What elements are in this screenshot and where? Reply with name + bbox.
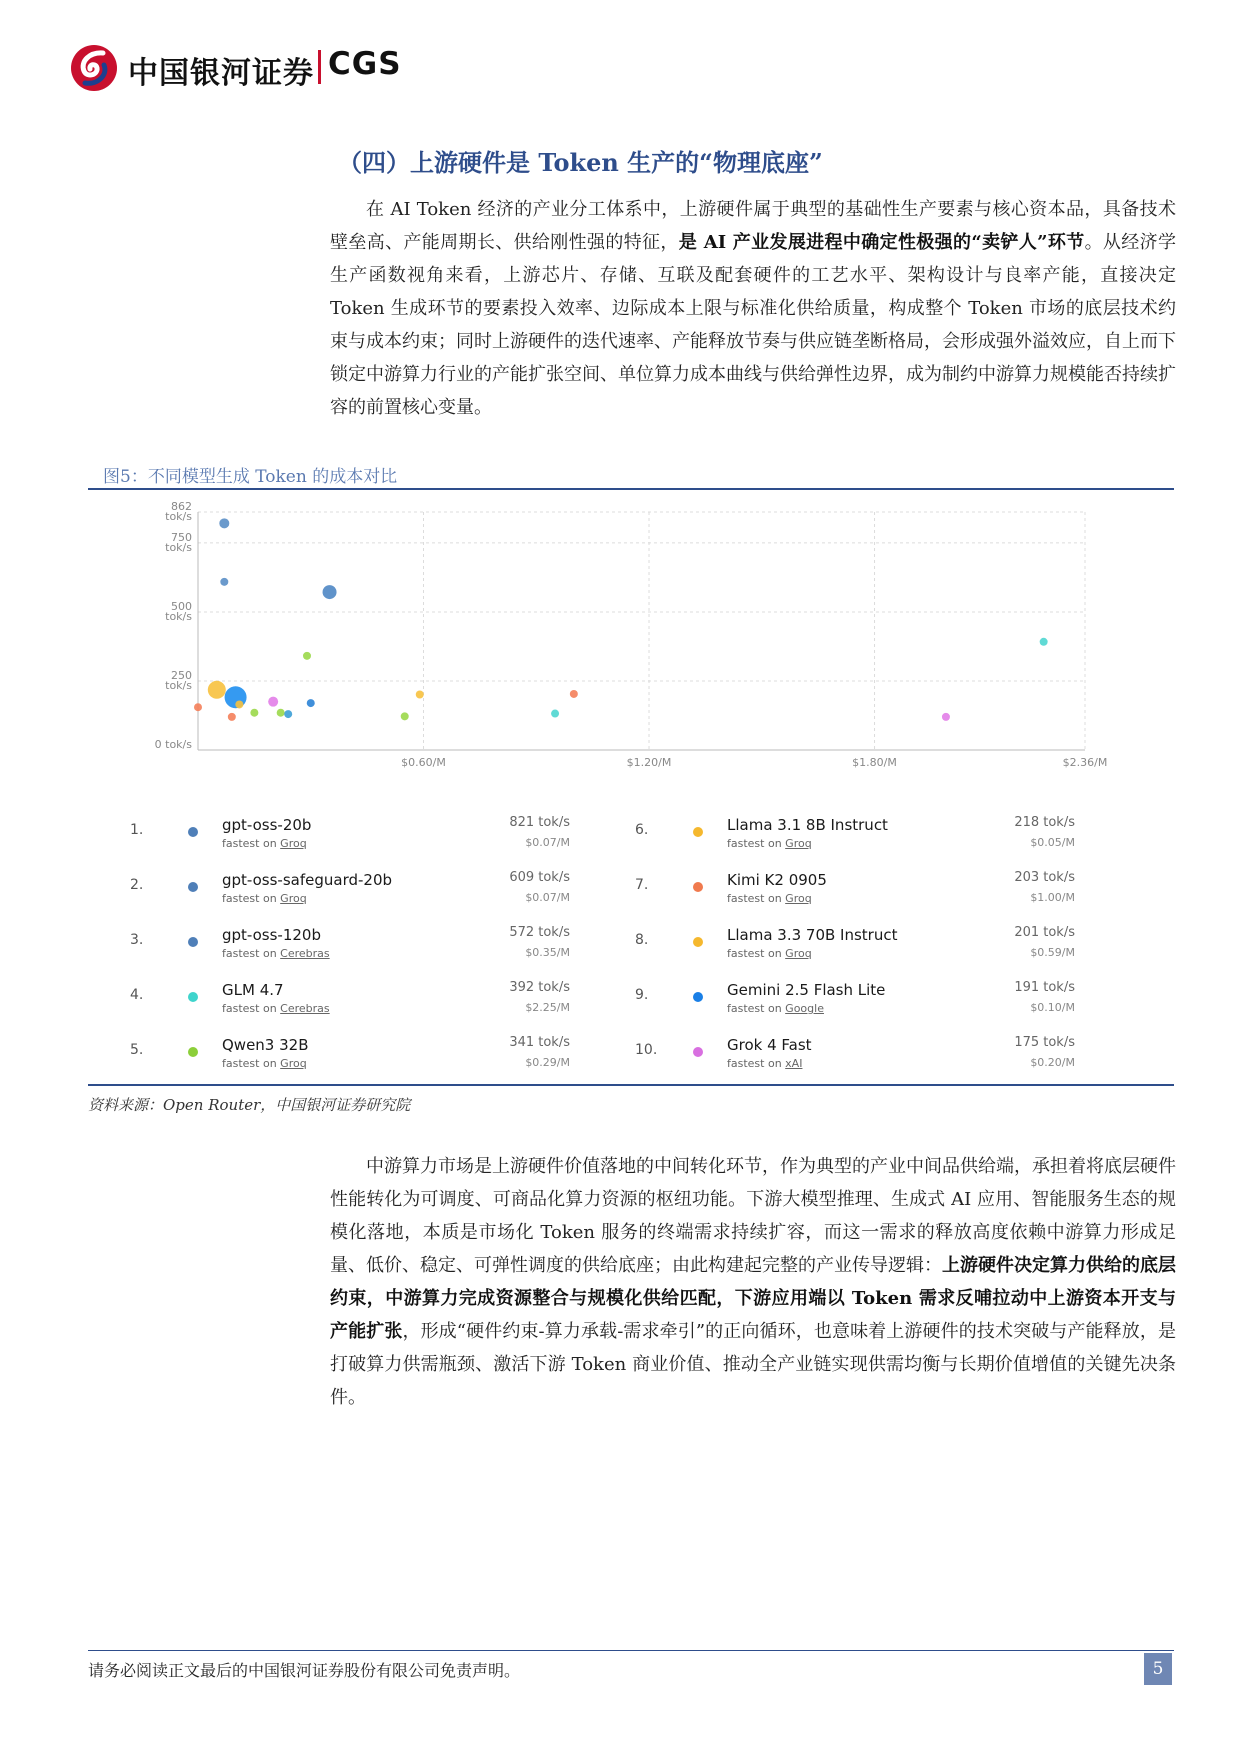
model-name: Llama 3.3 70B Instruct: [727, 926, 898, 944]
y-tick-label: 0 tok/s: [154, 738, 192, 751]
model-speed: 203 tok/s: [1014, 870, 1075, 885]
model-price: $0.35/M: [525, 946, 570, 959]
model-color-dot: [188, 937, 198, 947]
data-point: [570, 690, 578, 698]
model-row: [130, 867, 570, 907]
brand-separator: [318, 50, 321, 84]
y-tick-unit: tok/s: [165, 609, 192, 623]
x-tick-label: $1.20/M: [626, 756, 672, 769]
data-point: [1040, 638, 1048, 646]
data-point: [307, 699, 315, 707]
model-name: Kimi K2 0905: [727, 871, 827, 889]
model-speed: 392 tok/s: [509, 980, 570, 995]
model-price: $0.20/M: [1030, 1056, 1075, 1069]
data-point: [219, 518, 229, 528]
data-point: [194, 703, 202, 711]
y-tick-value: 250: [171, 668, 192, 682]
model-rank: 2.: [130, 877, 144, 893]
data-point: [250, 709, 258, 717]
model-price: $0.10/M: [1030, 1001, 1075, 1014]
y-tick-unit: tok/s: [165, 510, 192, 523]
model-color-dot: [693, 827, 703, 837]
model-row: [635, 1032, 1075, 1072]
model-color-dot: [693, 937, 703, 947]
fastest-prefix: fastest on: [222, 837, 281, 850]
model-fastest-provider: [727, 1057, 802, 1070]
y-tick-label: [165, 500, 192, 523]
model-ranking-list: [130, 812, 1090, 1082]
model-name: gpt-oss-20b: [222, 816, 312, 834]
data-point: [401, 712, 409, 720]
fastest-prefix: fastest on: [727, 1057, 786, 1070]
data-point: [416, 691, 424, 699]
data-point: [235, 700, 243, 708]
model-speed: 218 tok/s: [1014, 815, 1075, 830]
fastest-prefix: fastest on: [727, 947, 786, 960]
model-row: [130, 812, 570, 852]
cgs-logo-icon: [70, 44, 118, 92]
model-price: $0.07/M: [525, 836, 570, 849]
footer-disclaimer: 请务必阅读正文最后的中国银河证券股份有限公司免责声明。: [88, 1661, 521, 1680]
y-tick-unit: tok/s: [165, 678, 192, 692]
provider-link[interactable]: Cerebras: [280, 1002, 330, 1015]
model-fastest-provider: [222, 892, 307, 905]
para2-text-2: ，形成“硬件约束-算力承载-需求牵引”的正向循环，也意味着上游硬件的技术突破与产能释放，是打破算力供需瓶颈、激活下游 Token 商业价值、推动全产业链实现供需均衡与长期价值增值的关键先决条件。: [330, 1321, 1176, 1408]
model-speed: 191 tok/s: [1014, 980, 1075, 995]
data-point: [220, 578, 228, 586]
model-speed: 821 tok/s: [509, 815, 570, 830]
model-row: [130, 1032, 570, 1072]
fastest-prefix: fastest on: [727, 892, 786, 905]
body-paragraph-2: [330, 1150, 1176, 1414]
section-title: （四）上游硬件是 Token 生产的“物理底座”: [338, 148, 823, 177]
model-fastest-provider: [222, 947, 330, 960]
data-point: [277, 709, 285, 717]
x-tick-label: $2.36/M: [1062, 756, 1108, 769]
chart-grid: [198, 512, 1085, 750]
data-point: [268, 697, 278, 707]
fastest-prefix: fastest on: [222, 1002, 281, 1015]
y-tick-value: 862: [171, 500, 192, 513]
chart-points: [194, 518, 1048, 721]
model-speed: 609 tok/s: [509, 870, 570, 885]
model-color-dot: [188, 992, 198, 1002]
y-tick-label: [165, 531, 192, 554]
model-fastest-provider: [727, 947, 812, 960]
provider-link[interactable]: Google: [785, 1002, 824, 1015]
model-color-dot: [693, 882, 703, 892]
model-row: [635, 867, 1075, 907]
model-name: GLM 4.7: [222, 981, 284, 999]
model-color-dot: [188, 882, 198, 892]
provider-link[interactable]: Groq: [785, 837, 812, 850]
fastest-prefix: fastest on: [222, 1057, 281, 1070]
data-point: [303, 652, 311, 660]
model-row: [130, 922, 570, 962]
data-point: [208, 681, 226, 699]
model-rank: 10.: [635, 1042, 658, 1058]
model-name: gpt-oss-safeguard-20b: [222, 871, 393, 889]
x-tick-label: $1.80/M: [852, 756, 897, 769]
model-row: [635, 977, 1075, 1017]
y-tick-unit: tok/s: [165, 540, 192, 554]
model-fastest-provider: [727, 837, 812, 850]
scatter-chart: [150, 500, 1108, 790]
data-point: [323, 585, 337, 599]
provider-link[interactable]: Groq: [280, 892, 307, 905]
model-name: Llama 3.1 8B Instruct: [727, 816, 888, 834]
model-price: $0.05/M: [1030, 836, 1075, 849]
figure-top-rule: [88, 488, 1174, 490]
model-row: [635, 812, 1075, 852]
model-speed: 201 tok/s: [1014, 925, 1075, 940]
model-speed: 572 tok/s: [509, 925, 570, 940]
figure-caption: 图5：不同模型生成 Token 的成本对比: [103, 467, 398, 487]
model-price: $0.59/M: [1030, 946, 1075, 959]
model-rank: 6.: [635, 822, 649, 838]
provider-link[interactable]: Groq: [785, 892, 812, 905]
fastest-prefix: fastest on: [222, 892, 281, 905]
model-fastest-provider: [727, 1002, 824, 1015]
para1-text-1: 在 AI Token 经济的产业分工体系中，上游硬件属于典型的基础性生产要素与核心资本品，具备技术壁垒高、产能周期长、供给刚性强的特征，: [330, 199, 1176, 253]
provider-link[interactable]: Cerebras: [280, 947, 330, 960]
para2-text-1: 中游算力市场是上游硬件价值落地的中间转化环节，作为典型的产业中间品供给端，承担着将底层硬件性能转化为可调度、可商品化算力资源的枢纽功能。下游大模型推理、生成式 AI 应用、智能服务生态的规模化落地，本质是市场化 Token 服务的终端需求持续扩容，而这一需求的释放高度依赖中游算力形成足量、低价、稳定、可弹性调度的供给底座；由此构建起完整的产业传导逻辑：: [330, 1156, 1176, 1276]
model-price: $0.07/M: [525, 891, 570, 904]
model-rank: 5.: [130, 1042, 144, 1058]
model-fastest-provider: [222, 837, 307, 850]
model-color-dot: [693, 1047, 703, 1057]
figure-source: 资料来源：Open Router，中国银河证券研究院: [88, 1096, 411, 1114]
brand-name-en: CGS: [328, 46, 402, 82]
model-price: $0.29/M: [525, 1056, 570, 1069]
model-name: gpt-oss-120b: [222, 926, 321, 944]
model-speed: 341 tok/s: [509, 1035, 570, 1050]
model-row: [635, 922, 1075, 962]
model-name: Grok 4 Fast: [727, 1036, 812, 1054]
para1-bold: 是 AI 产业发展进程中确定性极强的“卖铲人”环节: [678, 232, 1085, 253]
fastest-prefix: fastest on: [222, 947, 281, 960]
provider-link[interactable]: Groq: [280, 837, 307, 850]
model-color-dot: [188, 827, 198, 837]
model-row: [130, 977, 570, 1017]
model-price: $2.25/M: [525, 1001, 570, 1014]
model-rank: 8.: [635, 932, 649, 948]
y-axis-ticks: [155, 500, 193, 751]
x-tick-label: $0.60/M: [401, 756, 446, 769]
model-rank: 4.: [130, 987, 144, 1003]
provider-link[interactable]: xAI: [785, 1057, 803, 1070]
model-rank: 7.: [635, 877, 649, 893]
figure-bottom-rule: [88, 1084, 1174, 1086]
page-number: 5: [1144, 1653, 1172, 1685]
y-tick-value: 750: [171, 530, 192, 544]
y-tick-label: [165, 600, 192, 623]
fastest-prefix: fastest on: [727, 1002, 786, 1015]
model-name: Qwen3 32B: [222, 1036, 309, 1054]
data-point: [228, 713, 236, 721]
model-fastest-provider: [727, 892, 812, 905]
data-point: [551, 710, 559, 718]
provider-link[interactable]: Groq: [280, 1057, 307, 1070]
model-rank: 1.: [130, 822, 144, 838]
para1-text-2: 。从经济学生产函数视角来看，上游芯片、存储、互联及配套硬件的工艺水平、架构设计与良率产能，直接决定 Token 生成环节的要素投入效率、边际成本上限与标准化供给质量，构成整个 Token 市场的底层技术约束与成本约束；同时上游硬件的迭代速率、产能释放节奏与供应链垄断格局，会形成强外溢效应，自上而下锁定中游算力行业的产能扩张空间、单位算力成本曲线与供给弹性边界，成为制约中游算力规模能否持续扩容的前置核心变量。: [330, 232, 1177, 418]
model-rank: 3.: [130, 932, 144, 948]
data-point: [942, 713, 950, 721]
model-color-dot: [188, 1047, 198, 1057]
y-tick-value: 500: [171, 599, 192, 613]
model-price: $1.00/M: [1030, 891, 1075, 904]
body-paragraph-1: [330, 193, 1176, 424]
para2-bold: 上游硬件决定算力供给的底层约束，中游算力完成资源整合与规模化供给匹配，下游应用端以 Token 需求反哺拉动中上游资本开支与产能扩张: [330, 1255, 1176, 1342]
model-speed: 175 tok/s: [1014, 1035, 1075, 1050]
footer-rule: [88, 1650, 1174, 1651]
y-tick-label: [165, 669, 192, 692]
model-name: Gemini 2.5 Flash Lite: [727, 981, 886, 999]
model-fastest-provider: [222, 1002, 330, 1015]
fastest-prefix: fastest on: [727, 837, 786, 850]
model-color-dot: [693, 992, 703, 1002]
brand-name-cn: 中国银河证券: [128, 56, 314, 91]
provider-link[interactable]: Groq: [785, 947, 812, 960]
data-point: [284, 710, 292, 718]
model-fastest-provider: [222, 1057, 307, 1070]
model-rank: 9.: [635, 987, 649, 1003]
x-axis-ticks: [401, 756, 1107, 769]
